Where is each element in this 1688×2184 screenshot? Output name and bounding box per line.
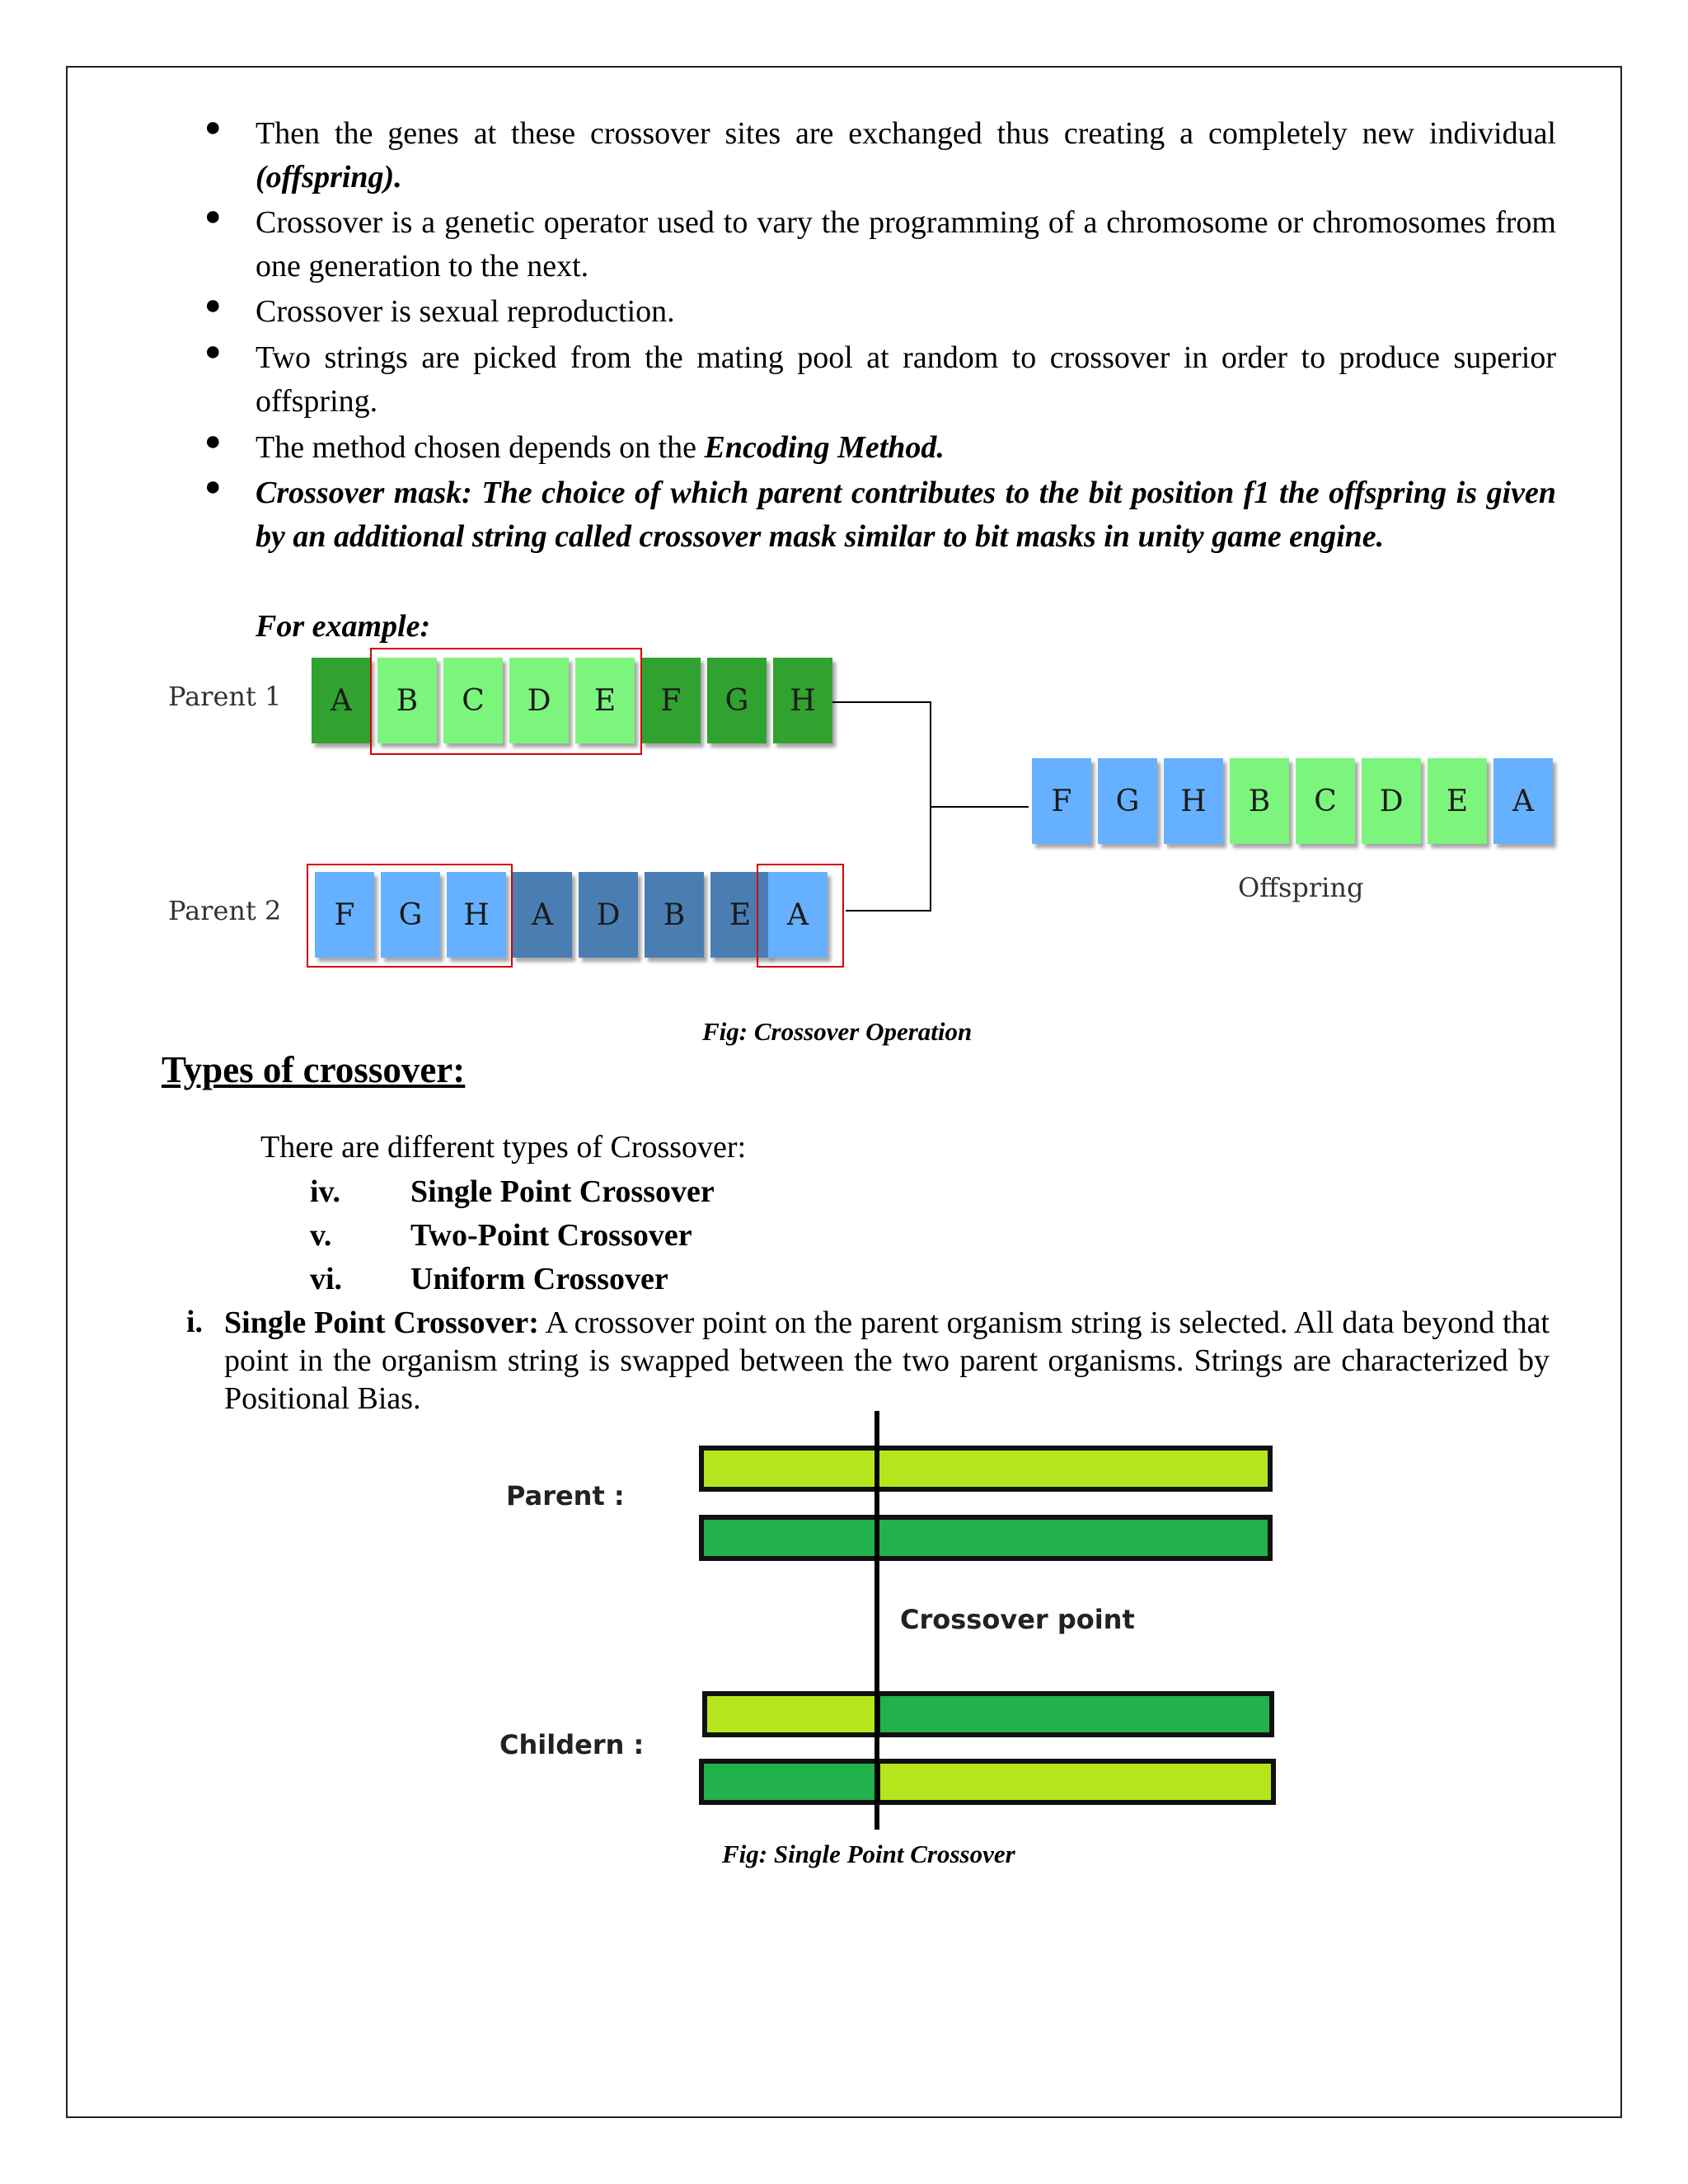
bullet-text: Crossover is a genetic operator used to vary the programming of a chromosome or chromosomes from one generation to the next. <box>256 205 1556 284</box>
crossover-point-label: Crossover point <box>900 1604 1135 1635</box>
bullet-emphasis: Crossover mask: The choice of which parent contributes to the bit position f1 the offspring is given by an additional string called crossover mask similar to bit masks in unity game engine. <box>256 476 1556 554</box>
bullet-1 <box>204 112 1556 199</box>
child1-left-segment <box>702 1691 880 1737</box>
offspring-gene: E <box>1428 758 1487 844</box>
child2-right-segment <box>875 1759 1276 1805</box>
parent1-gene: F <box>641 658 701 743</box>
parent1-label: Parent 1 <box>168 681 282 712</box>
offspring-label: Offspring <box>1238 872 1364 903</box>
single-point-title: Single Point Crossover: <box>224 1305 539 1340</box>
parent2-gene: F <box>315 872 374 958</box>
bullet-5 <box>204 426 1556 470</box>
bullet-dot: ● <box>204 201 222 232</box>
offspring-gene: D <box>1362 758 1421 844</box>
parent-bar-1 <box>699 1446 1273 1492</box>
parent2-gene: B <box>645 872 704 958</box>
parent1-gene: B <box>377 658 437 743</box>
bullet-dot: ● <box>204 290 222 321</box>
bullet-text: Then the genes at these crossover sites are exchanged thus creating a completely new individual <box>256 116 1556 151</box>
types-heading: Types of crossover: <box>162 1049 466 1090</box>
for-example: For example: <box>256 609 431 644</box>
type-number: v. <box>310 1218 332 1253</box>
bullet-dot: ● <box>204 426 222 457</box>
bullet-4 <box>204 336 1556 424</box>
parent2-gene: G <box>381 872 440 958</box>
bullet-2 <box>204 201 1556 288</box>
parent1-gene: H <box>773 658 832 743</box>
offspring-gene: F <box>1032 758 1091 844</box>
crossover-mask-box <box>307 864 513 968</box>
bullet-text: Crossover is sexual reproduction. <box>256 294 675 329</box>
parent2-gene: H <box>447 872 506 958</box>
parent2-gene: D <box>579 872 638 958</box>
crossover-mask-box <box>757 864 844 968</box>
child1-right-segment <box>875 1691 1274 1737</box>
parent2-gene: A <box>768 872 828 958</box>
type-label: Single Point Crossover <box>410 1174 715 1209</box>
figure1-caption: Fig: Crossover Operation <box>702 1017 973 1046</box>
parent2-gene: A <box>513 872 572 958</box>
offspring-gene: B <box>1230 758 1289 844</box>
crossover-point-line <box>874 1411 879 1830</box>
offspring-gene: C <box>1296 758 1355 844</box>
children-label: Childern : <box>499 1729 645 1760</box>
bullet-6 <box>204 471 1556 559</box>
parent1-gene: D <box>509 658 569 743</box>
bullet-emphasis: Encoding Method. <box>704 430 945 465</box>
type-label: Two-Point Crossover <box>410 1218 692 1253</box>
parent1-gene: A <box>312 658 371 743</box>
child2-left-segment <box>699 1759 880 1805</box>
type-number: iv. <box>310 1174 340 1209</box>
offspring-gene: A <box>1493 758 1553 844</box>
parent1-gene: G <box>707 658 767 743</box>
offspring-gene: G <box>1098 758 1157 844</box>
parent2-label: Parent 2 <box>168 895 282 926</box>
parent2-gene: E <box>710 872 770 958</box>
bullet-emphasis: (offspring). <box>256 160 402 194</box>
types-intro: There are different types of Crossover: <box>260 1130 747 1165</box>
single-point-body: A crossover point on the parent organism string is selected. All data beyond that point in the organism string is swapped between the two parent organisms. Strings are characterized by Positional Bias. <box>224 1305 1550 1416</box>
parent-label: Parent : <box>506 1480 625 1511</box>
connector-line <box>846 910 931 912</box>
connector-line <box>832 701 931 703</box>
bullet-dot: ● <box>204 112 222 143</box>
bullet-3 <box>204 290 1556 334</box>
bullet-text: Two strings are picked from the mating pool at random to crossover in order to produce superior offspring. <box>256 340 1556 419</box>
parent1-gene: C <box>443 658 503 743</box>
type-number: vi. <box>310 1262 343 1296</box>
single-point-paragraph <box>224 1304 1550 1418</box>
crossover-mask-box <box>370 648 642 755</box>
bullet-dot: ● <box>204 336 222 367</box>
parent1-gene: E <box>575 658 635 743</box>
connector-line <box>931 806 1029 808</box>
bullet-dot: ● <box>204 471 222 502</box>
parent-bar-2 <box>699 1515 1273 1561</box>
bullet-text: The method chosen depends on the <box>256 430 705 465</box>
figure2-caption: Fig: Single Point Crossover <box>722 1840 1015 1868</box>
type-label: Uniform Crossover <box>410 1262 668 1296</box>
section-number: i. <box>186 1305 204 1339</box>
offspring-gene: H <box>1164 758 1223 844</box>
